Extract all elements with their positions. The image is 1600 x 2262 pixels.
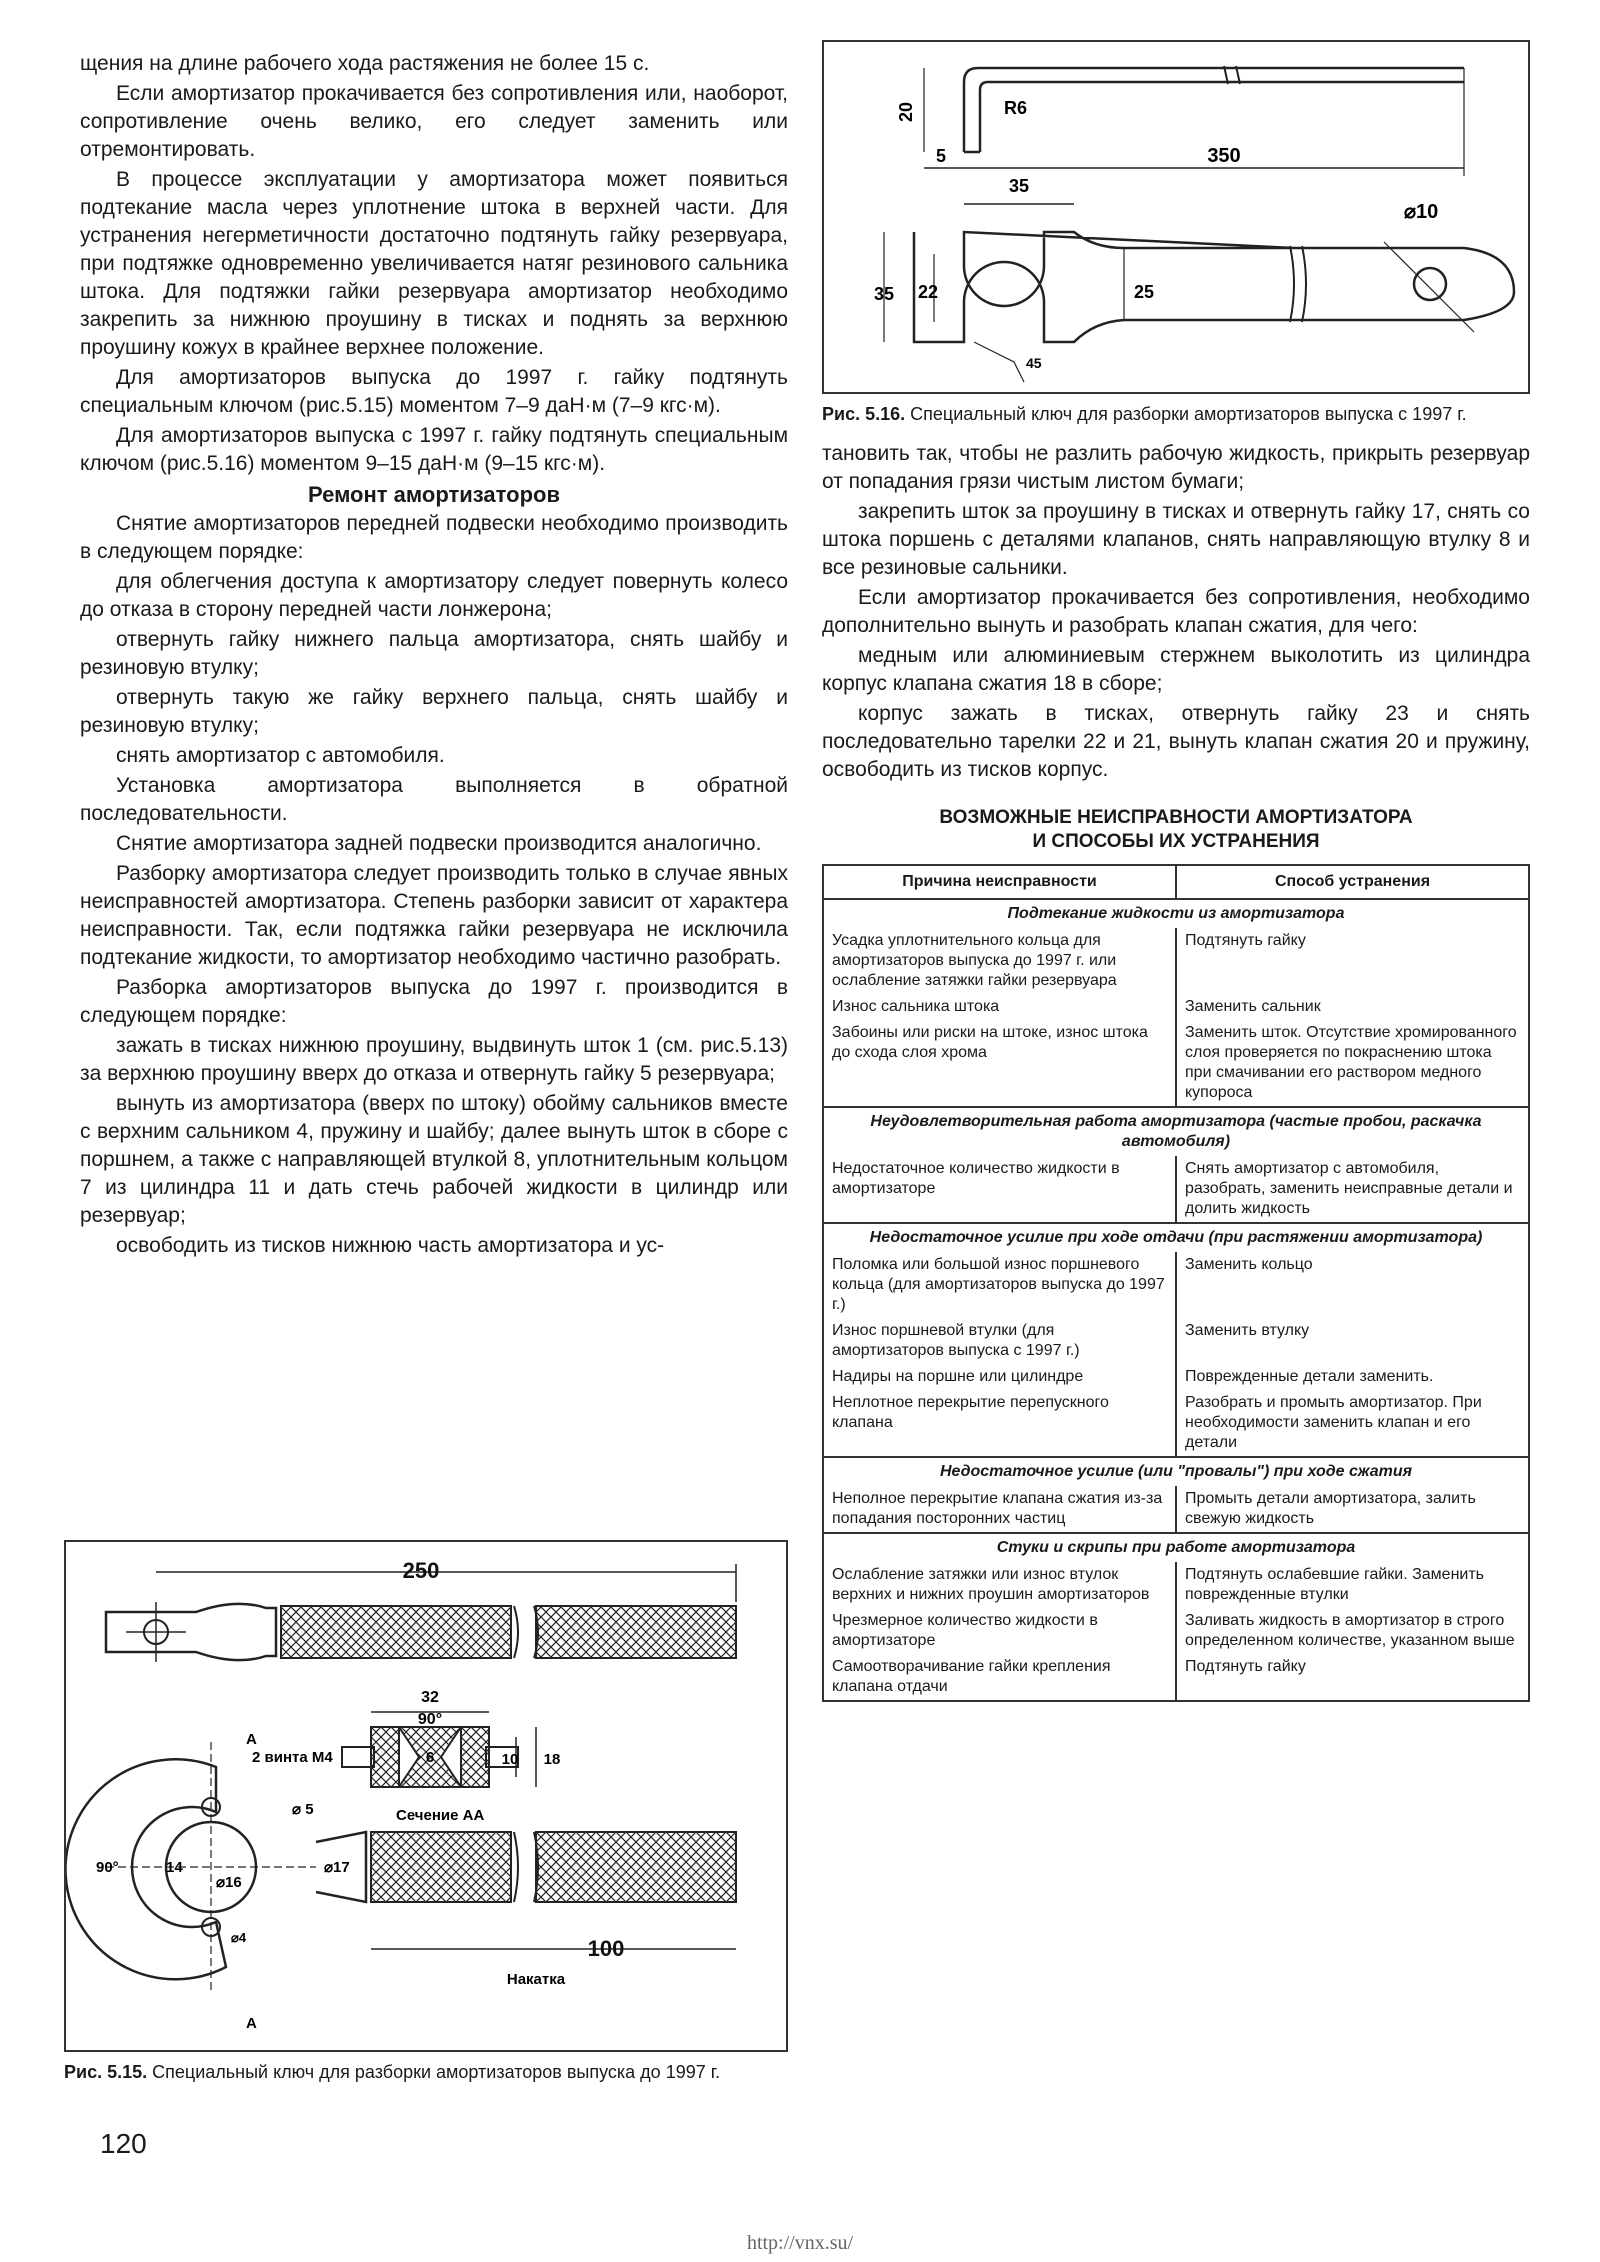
column-header-cause: Причина неисправности — [823, 865, 1176, 899]
dim-25: 25 — [1134, 282, 1155, 302]
cause-cell: Неполное перекрытие клапана сжатия из-за попадания посторонних частиц — [823, 1486, 1176, 1533]
section-heading-repair: Ремонт амортизаторов — [308, 482, 560, 507]
table-title — [822, 806, 1530, 854]
cause-cell: Самоотворачивание гайки крепления клапана отдачи — [823, 1654, 1176, 1701]
paragraph: освободить из тисков нижнюю часть амортизатора и ус- — [116, 1234, 665, 1257]
table-group-heading: Стуки и скрипы при работе амортизатора — [823, 1533, 1529, 1562]
figure-5-16-drawing — [824, 42, 1528, 388]
table-group-heading: Подтекание жидкости из амортизатора — [823, 899, 1529, 928]
table-row — [823, 994, 1529, 1020]
paragraph: отвернуть такую же гайку верхнего пальца, снять шайбу и резиновую втулку; — [80, 686, 788, 737]
left-text-block-1 — [80, 50, 788, 478]
table-row — [823, 1608, 1529, 1654]
dim-22: 22 — [918, 282, 939, 302]
dim-100: 100 — [587, 1936, 625, 1961]
cause-cell: Неплотное перекрытие перепускного клапана — [823, 1390, 1176, 1457]
table-row — [823, 1364, 1529, 1390]
dim-90-deg: 90° — [417, 1711, 443, 1728]
cause-cell: Износ поршневой втулки (для амортизаторов выпуска с 1997 г.) — [823, 1318, 1176, 1364]
section-aa-label: Сечение АА — [396, 1807, 485, 1824]
dim-45: 45 — [1026, 355, 1042, 371]
table-row — [823, 1562, 1529, 1608]
dim-250: 250 — [402, 1558, 440, 1583]
figure-5-16-frame — [822, 40, 1530, 394]
paragraph: Установка амортизатора выполняется в обратной последовательности. — [80, 774, 788, 825]
figure-5-15-drawing — [66, 1542, 786, 2046]
left-text-block-2 — [80, 510, 788, 1260]
paragraph: Разборка амортизаторов выпуска до 1997 г. производится в следующем порядке: — [80, 976, 788, 1027]
table-title-line-2: И СПОСОБЫ ИХ УСТРАНЕНИЯ — [1032, 831, 1320, 852]
paragraph: Для амортизаторов выпуска с 1997 г. гайку подтянуть специальным ключом (рис.5.16) моментом 9–15 даН·м (9–15 кгс·м). — [80, 424, 788, 475]
paragraph: снять амортизатор с автомобиля. — [116, 744, 445, 767]
paragraph: Снятие амортизаторов передней подвески необходимо производить в следующем порядке: — [80, 512, 788, 563]
paragraph: Для амортизаторов выпуска до 1997 г. гайку подтянуть специальным ключом (рис.5.15) моментом 7–9 даН·м (7–9 кгс·м). — [80, 366, 788, 417]
paragraph: В процессе эксплуатации у амортизатора может появиться подтекание масла через уплотнение штока в верхней части. Для устранения негерметичности достаточно подтянуть гайку резервуара, при подтяжке одновременно увеличивается натяг резинового сальника штока. Для подтяжки гайки резервуара амортизатор необходимо закрепить за нижнюю проушину в тисках и поднять за верхнюю проушину кожух в крайнее верхнее положение. — [80, 168, 788, 359]
paragraph: вынуть из амортизатора (вверх по штоку) обойму сальников вместе с верхним сальником 4, пружину и шайбу; далее вынуть шток в сборе с поршнем, а также с направляющей втулкой 8, уплотнительным кольцом 7 из цилиндра 11 и дать стечь рабочей жидкости в цилиндр или резервуар; — [80, 1092, 788, 1227]
fix-cell: Заменить шток. Отсутствие хромированного слоя проверяется по покраснению штока при смачивании его раствором медного купороса — [1176, 1020, 1529, 1107]
dim-20: 20 — [896, 101, 916, 122]
dim-14: 14 — [166, 1859, 183, 1876]
dim-35-left: 35 — [874, 284, 895, 304]
cause-cell: Поломка или большой износ поршневого кольца (для амортизаторов выпуска до 1997 г.) — [823, 1252, 1176, 1318]
faults-table — [822, 864, 1530, 1702]
table-row — [823, 1390, 1529, 1457]
dim-90-left: 90° — [96, 1859, 119, 1876]
table-group-heading: Недостаточное усилие при ходе отдачи (при растяжении амортизатора) — [823, 1223, 1529, 1252]
cause-cell: Надиры на поршне или цилиндре — [823, 1364, 1176, 1390]
cause-cell: Износ сальника штока — [823, 994, 1176, 1020]
figure-5-16-caption — [822, 402, 1530, 426]
dim-d17: ⌀17 — [324, 1859, 350, 1876]
dim-r6: R6 — [1004, 98, 1028, 118]
flat-wrench-view — [884, 204, 1514, 382]
table-row — [823, 1020, 1529, 1107]
fix-cell: Разобрать и промыть амортизатор. При необходимости заменить клапан и его детали — [1176, 1390, 1529, 1457]
table-row — [823, 928, 1529, 994]
left-column — [80, 50, 788, 1262]
fix-cell: Подтянуть гайку — [1176, 928, 1529, 994]
right-column — [822, 40, 1530, 1702]
dim-32: 32 — [421, 1689, 439, 1706]
paragraph: Если амортизатор прокачивается без сопротивления или, наоборот, сопротивление очень велико, его следует заменить или отремонтировать. — [80, 82, 788, 161]
label-2-screws: 2 винта М4 — [252, 1749, 333, 1766]
paragraph: Если амортизатор прокачивается без сопротивления, необходимо дополнительно вынуть и разобрать клапан сжатия, для чего: — [822, 586, 1530, 637]
caption-number: Рис. 5.16. — [822, 404, 906, 424]
table-row — [823, 1252, 1529, 1318]
right-text-block — [822, 440, 1530, 784]
paragraph: тановить так, чтобы не разлить рабочую жидкость, прикрыть резервуар от попадания грязи чистым листом бумаги; — [822, 442, 1530, 493]
figure-5-15-caption — [64, 2060, 788, 2084]
fix-cell: Поврежденные детали заменить. — [1176, 1364, 1529, 1390]
paragraph: для облегчения доступа к амортизатору следует повернуть колесо до отказа в сторону передней части лонжерона; — [80, 570, 788, 621]
fix-cell: Снять амортизатор с автомобиля, разобрать, заменить неисправные детали и долить жидкость — [1176, 1156, 1529, 1223]
paragraph: закрепить шток за проушину в тисках и отвернуть гайку 17, снять со штока поршень с деталями клапанов, снять направляющую втулку 8 и все резиновые сальники. — [822, 500, 1530, 579]
paragraph: медным или алюминиевым стержнем выколотить из цилиндра корпус клапана сжатия 18 в сборе; — [822, 644, 1530, 695]
fix-cell: Заменить втулку — [1176, 1318, 1529, 1364]
label-a-top: А — [246, 1731, 257, 1748]
paragraph: корпус зажать в тисках, отвернуть гайку 23 и снять последовательно тарелки 22 и 21, вынуть клапан сжатия 20 и пружину, освободить из тисков корпус. — [822, 702, 1530, 781]
paragraph: отвернуть гайку нижнего пальца амортизатора, снять шайбу и резиновую втулку; — [80, 628, 788, 679]
paragraph: Разборку амортизатора следует производить только в случае явных неисправностей амортизатора. Степень разборки зависит от характера неисправности. Так, если подтяжка гайки резервуара не исключила подтекание жидкости, то амортизатор необходимо частично разобрать. — [80, 862, 788, 969]
paragraph: зажать в тисках нижнюю проушину, выдвинуть шток 1 (см. рис.5.13) за верхнюю проушину вверх до отказа и отвернуть гайку 5 резервуара; — [80, 1034, 788, 1085]
paragraph: щения на длине рабочего хода растяжения не более 15 с. — [80, 52, 650, 75]
page-number: 120 — [100, 2128, 147, 2159]
cause-cell: Недостаточное количество жидкости в амортизаторе — [823, 1156, 1176, 1223]
fix-cell: Промыть детали амортизатора, залить свежую жидкость — [1176, 1486, 1529, 1533]
column-header-fix: Способ устранения — [1176, 865, 1529, 899]
label-a-bottom: А — [246, 2015, 257, 2032]
fix-cell: Заменить кольцо — [1176, 1252, 1529, 1318]
dim-18: 18 — [543, 1751, 561, 1768]
dim-10: 10 — [501, 1751, 519, 1768]
paragraph: Снятие амортизатора задней подвески производится аналогично. — [116, 832, 762, 855]
caption-text: Специальный ключ для разборки амортизаторов выпуска до 1997 г. — [152, 2062, 721, 2082]
fix-cell: Подтянуть гайку — [1176, 1654, 1529, 1701]
cause-cell: Ослабление затяжки или износ втулок верхних и нижних проушин амортизаторов — [823, 1562, 1176, 1608]
dim-d4: ⌀4 — [231, 1930, 247, 1945]
table-row — [823, 1486, 1529, 1533]
table-row — [823, 1156, 1529, 1223]
dim-d5: ⌀ 5 — [292, 1801, 314, 1818]
figure-5-15-frame — [64, 1540, 788, 2052]
cause-cell: Забоины или риски на штоке, износ штока до схода слоя хрома — [823, 1020, 1176, 1107]
table-group-heading: Неудовлетворительная работа амортизатора (частые пробои, раскачка автомобиля) — [823, 1107, 1529, 1156]
figure-5-15 — [64, 1540, 788, 2084]
caption-number: Рис. 5.15. — [64, 2062, 148, 2082]
dim-35-top: 35 — [1008, 176, 1030, 196]
caption-text: Специальный ключ для разборки амортизаторов выпуска с 1997 г. — [910, 404, 1467, 424]
fix-cell: Заменить сальник — [1176, 994, 1529, 1020]
table-row — [823, 1318, 1529, 1364]
dim-d10: ⌀10 — [1404, 201, 1439, 223]
fix-cell: Подтянуть ослабевшие гайки. Заменить поврежденные втулки — [1176, 1562, 1529, 1608]
dim-5: 5 — [936, 146, 947, 166]
bent-bar-view — [924, 66, 1464, 176]
footer-url: http://vnx.su/ — [746, 2232, 854, 2254]
dim-6: 6 — [425, 1749, 435, 1766]
cause-cell: Чрезмерное количество жидкости в амортизаторе — [823, 1608, 1176, 1654]
table-group-heading: Недостаточное усилие (или "провалы") при ходе сжатия — [823, 1457, 1529, 1486]
cause-cell: Усадка уплотнительного кольца для амортизаторов выпуска до 1997 г. или ослабление затяжки гайки резервуара — [823, 928, 1176, 994]
dim-350: 350 — [1207, 145, 1241, 167]
wrench-top-view — [106, 1602, 736, 1662]
fix-cell: Заливать жидкость в амортизатор в строго определенном количестве, указанном выше — [1176, 1608, 1529, 1654]
table-row — [823, 1654, 1529, 1701]
table-title-line-1: ВОЗМОЖНЫЕ НЕИСПРАВНОСТИ АМОРТИЗАТОРА — [939, 807, 1413, 828]
dim-d16: ⌀16 — [216, 1874, 242, 1891]
knurl-label: Накатка — [506, 1971, 566, 1988]
